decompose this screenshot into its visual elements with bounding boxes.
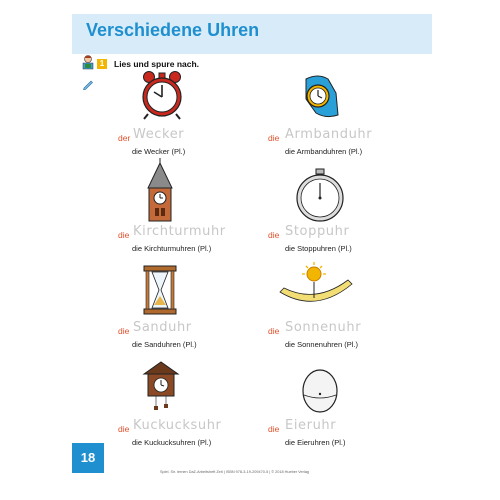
sundial-icon bbox=[278, 262, 354, 316]
trace-word: Wecker bbox=[133, 127, 185, 142]
trace-word: Eieruhr bbox=[285, 418, 337, 433]
page-number: 18 bbox=[72, 443, 104, 473]
trace-word: Stoppuhr bbox=[285, 224, 350, 239]
plural-form: die Eieruhren (Pl.) bbox=[285, 438, 346, 447]
plural-form: die Stoppuhren (Pl.) bbox=[285, 244, 352, 253]
wristwatch-icon bbox=[298, 73, 344, 119]
trace-word: Kirchturmuhr bbox=[133, 224, 226, 239]
plural-form: die Kuckucksuhren (Pl.) bbox=[132, 438, 212, 447]
exercise-number-badge: 1 bbox=[97, 59, 107, 69]
alarm-clock-icon bbox=[138, 70, 186, 120]
footer-text: Spiel. Sir. lernen DaZ-Arbeitsheft Zeit | ISBN 978-3-19-209470-5 | © 2018 Hueber Verlag bbox=[160, 470, 309, 474]
plural-form: die Armbanduhren (Pl.) bbox=[285, 147, 363, 156]
plural-form: die Sonnenuhren (Pl.) bbox=[285, 340, 358, 349]
church-tower-clock-icon bbox=[145, 158, 175, 222]
trace-word: Sonnenuhr bbox=[285, 320, 362, 335]
article: der bbox=[118, 133, 131, 143]
article: die bbox=[118, 326, 130, 336]
egg-timer-icon bbox=[300, 368, 340, 414]
plural-form: die Wecker (Pl.) bbox=[132, 147, 186, 156]
child-reading-icon bbox=[81, 54, 95, 70]
stopwatch-icon bbox=[292, 168, 348, 222]
trace-word: Armbanduhr bbox=[285, 127, 373, 142]
page-title: Verschiedene Uhren bbox=[86, 20, 260, 40]
plural-form: die Kirchturmuhren (Pl.) bbox=[132, 244, 212, 253]
article: die bbox=[268, 230, 280, 240]
article: die bbox=[118, 424, 130, 434]
hourglass-icon bbox=[143, 265, 177, 315]
plural-form: die Sanduhren (Pl.) bbox=[132, 340, 197, 349]
cuckoo-clock-icon bbox=[142, 360, 180, 410]
article: die bbox=[268, 326, 280, 336]
article: die bbox=[118, 230, 130, 240]
exercise-instruction: Lies und spure nach. bbox=[114, 59, 200, 69]
article: die bbox=[268, 424, 280, 434]
article: die bbox=[268, 133, 280, 143]
pencil-icon bbox=[82, 78, 94, 90]
trace-word: Kuckucksuhr bbox=[133, 418, 222, 433]
trace-word: Sanduhr bbox=[133, 320, 192, 335]
